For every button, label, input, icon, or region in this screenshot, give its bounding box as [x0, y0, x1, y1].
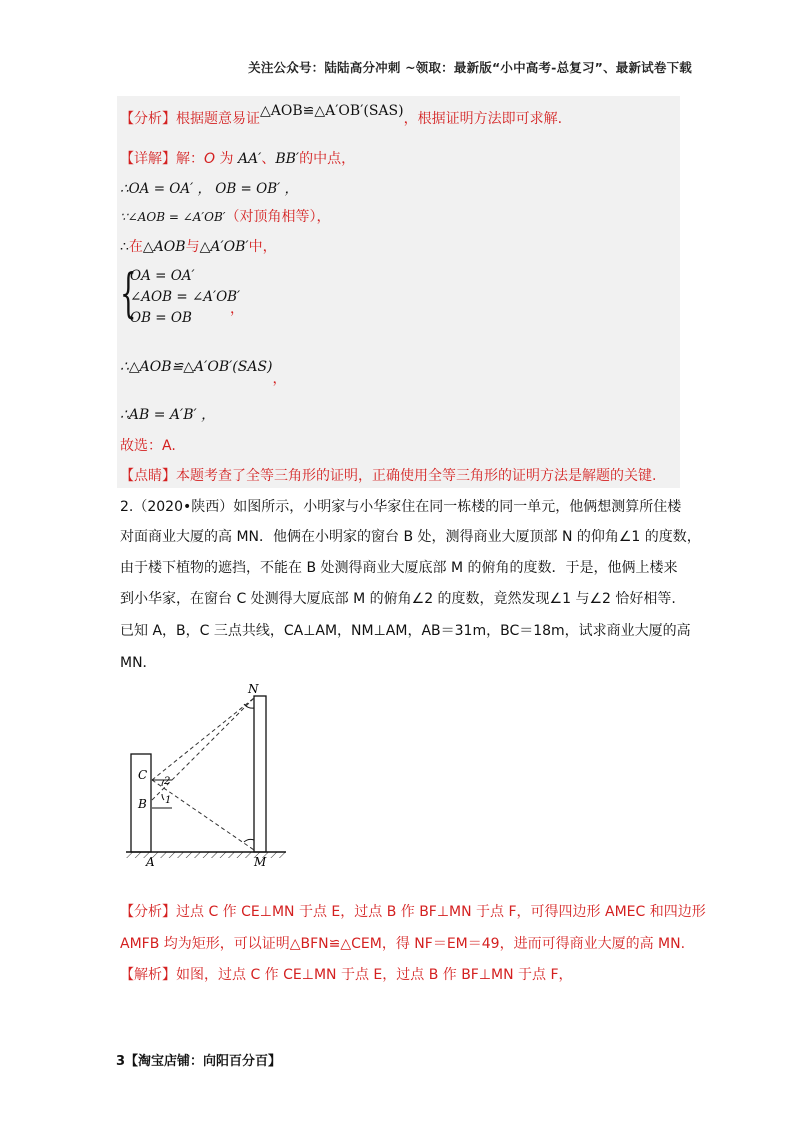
detail-text-3: 的中点，: [299, 151, 356, 167]
detail-text: 解：: [176, 151, 204, 167]
system-brace: {: [120, 264, 137, 324]
point-o: O: [204, 151, 216, 167]
label-n: N: [248, 682, 259, 696]
detail-sep: 、: [261, 151, 276, 167]
system-line-2: ∠AOB = ∠A′OB′: [130, 289, 241, 305]
angle-reason: （对顶角相等），: [225, 209, 331, 225]
label-angle-1: 1: [165, 795, 172, 806]
therefore-symbol: ∴: [120, 239, 129, 255]
comment-tag: 【点睛】: [120, 468, 176, 484]
problem-line-6: MN．: [120, 655, 157, 671]
angle-1-arc: [162, 794, 164, 800]
among-text: 中，: [248, 239, 277, 255]
label-a: A: [146, 855, 155, 869]
problem-line-5: 已知 A，B，C 三点共线，CA⊥AM，NM⊥AM，AB＝31m，BC＝18m，试求商业大厦的高: [120, 623, 691, 639]
detail-tag: 【详解】: [120, 151, 176, 167]
sight-line-c-n: [152, 698, 254, 780]
angle-equality: ∵∠AOB = ∠A′OB′: [120, 210, 226, 224]
problem-line-2: 对面商业大厦的高 MN．他俩在小明家的窗台 B 处，测得商业大厦顶部 N 的仰角∠1 的度数，: [120, 529, 701, 545]
congruence-statement: ∴△AOB≌△A′OB′(SAS): [120, 359, 273, 375]
triangle-a-prime-ob-prime: △A′OB′: [199, 239, 249, 255]
label-m: M: [254, 855, 267, 869]
comment-text: 本题考查了全等三角形的证明，正确使用全等三角形的证明方法是解题的关键.: [176, 468, 657, 484]
conclusion-ab: ∴AB = A′B′ ，: [120, 407, 216, 423]
p2-analysis-line-2: AMFB 均为矩形，可以证明△BFN≌△CEM，得 NF＝EM＝49，进而可得商业大厦的高 MN.: [120, 936, 686, 952]
analysis-text: 根据题意易证: [176, 111, 260, 127]
congruence-comma: ，: [272, 371, 287, 387]
in-text: 在: [128, 239, 143, 255]
p2-solution-line-1: 【解析】如图，过点 C 作 CE⊥MN 于点 E，过点 B 作 BF⊥MN 于点 F，: [120, 967, 573, 983]
p2-analysis-line-1: 【分析】过点 C 作 CE⊥MN 于点 E，过点 B 作 BF⊥MN 于点 F，可得四边形 AMEC 和四边形: [120, 904, 706, 920]
sight-line-c-m: [152, 780, 254, 850]
detail-text-2: 为: [215, 151, 238, 167]
problem-line-4: 到小华家，在窗台 C 处测得大厦底部 M 的俯角∠2 的度数，竟然发现∠1 与∠2 恰好相等.: [120, 591, 676, 607]
right-building: [254, 696, 266, 852]
analysis-text-2: ，根据证明方法即可求解.: [403, 111, 563, 127]
system-line-1: OA = OA′: [130, 268, 195, 284]
page-header: 关注公众号：陆陆高分冲刺 ~领取：最新版“小中高考-总复习”、最新试卷下载: [248, 60, 692, 75]
problem-line-3: 由于楼下植物的遮挡，不能在 B 处测得商业大厦底部 M 的俯角的度数．于是，他俩上楼来: [120, 560, 678, 576]
label-angle-2: 2: [164, 776, 171, 787]
segment-bb: BB′: [275, 151, 300, 167]
system-comma: ，: [230, 301, 244, 317]
step-oa-ob: ∴OA = OA′ ， OB = OB′ ，: [120, 181, 298, 197]
label-b: B: [138, 797, 147, 811]
angle-m-arc: [244, 839, 254, 842]
triangle-aob: △AOB: [142, 239, 186, 255]
analysis-math: △AOB≌△A′OB′(SAS): [260, 103, 404, 119]
answer-line: 故选：A.: [120, 438, 176, 454]
system-line-3: OB = OB: [130, 310, 192, 326]
segment-aa: AA′: [237, 151, 262, 167]
analysis-tag: 【分析】: [120, 111, 176, 127]
and-text: 与: [185, 239, 200, 255]
problem-line-1: 2.（2020•陕西）如图所示，小明家与小华家住在同一栋楼的同一单元，他俩想测算所住楼: [120, 499, 682, 515]
label-c: C: [138, 768, 148, 782]
page-footer: 3【淘宝店铺：向阳百分百】: [116, 1054, 282, 1069]
